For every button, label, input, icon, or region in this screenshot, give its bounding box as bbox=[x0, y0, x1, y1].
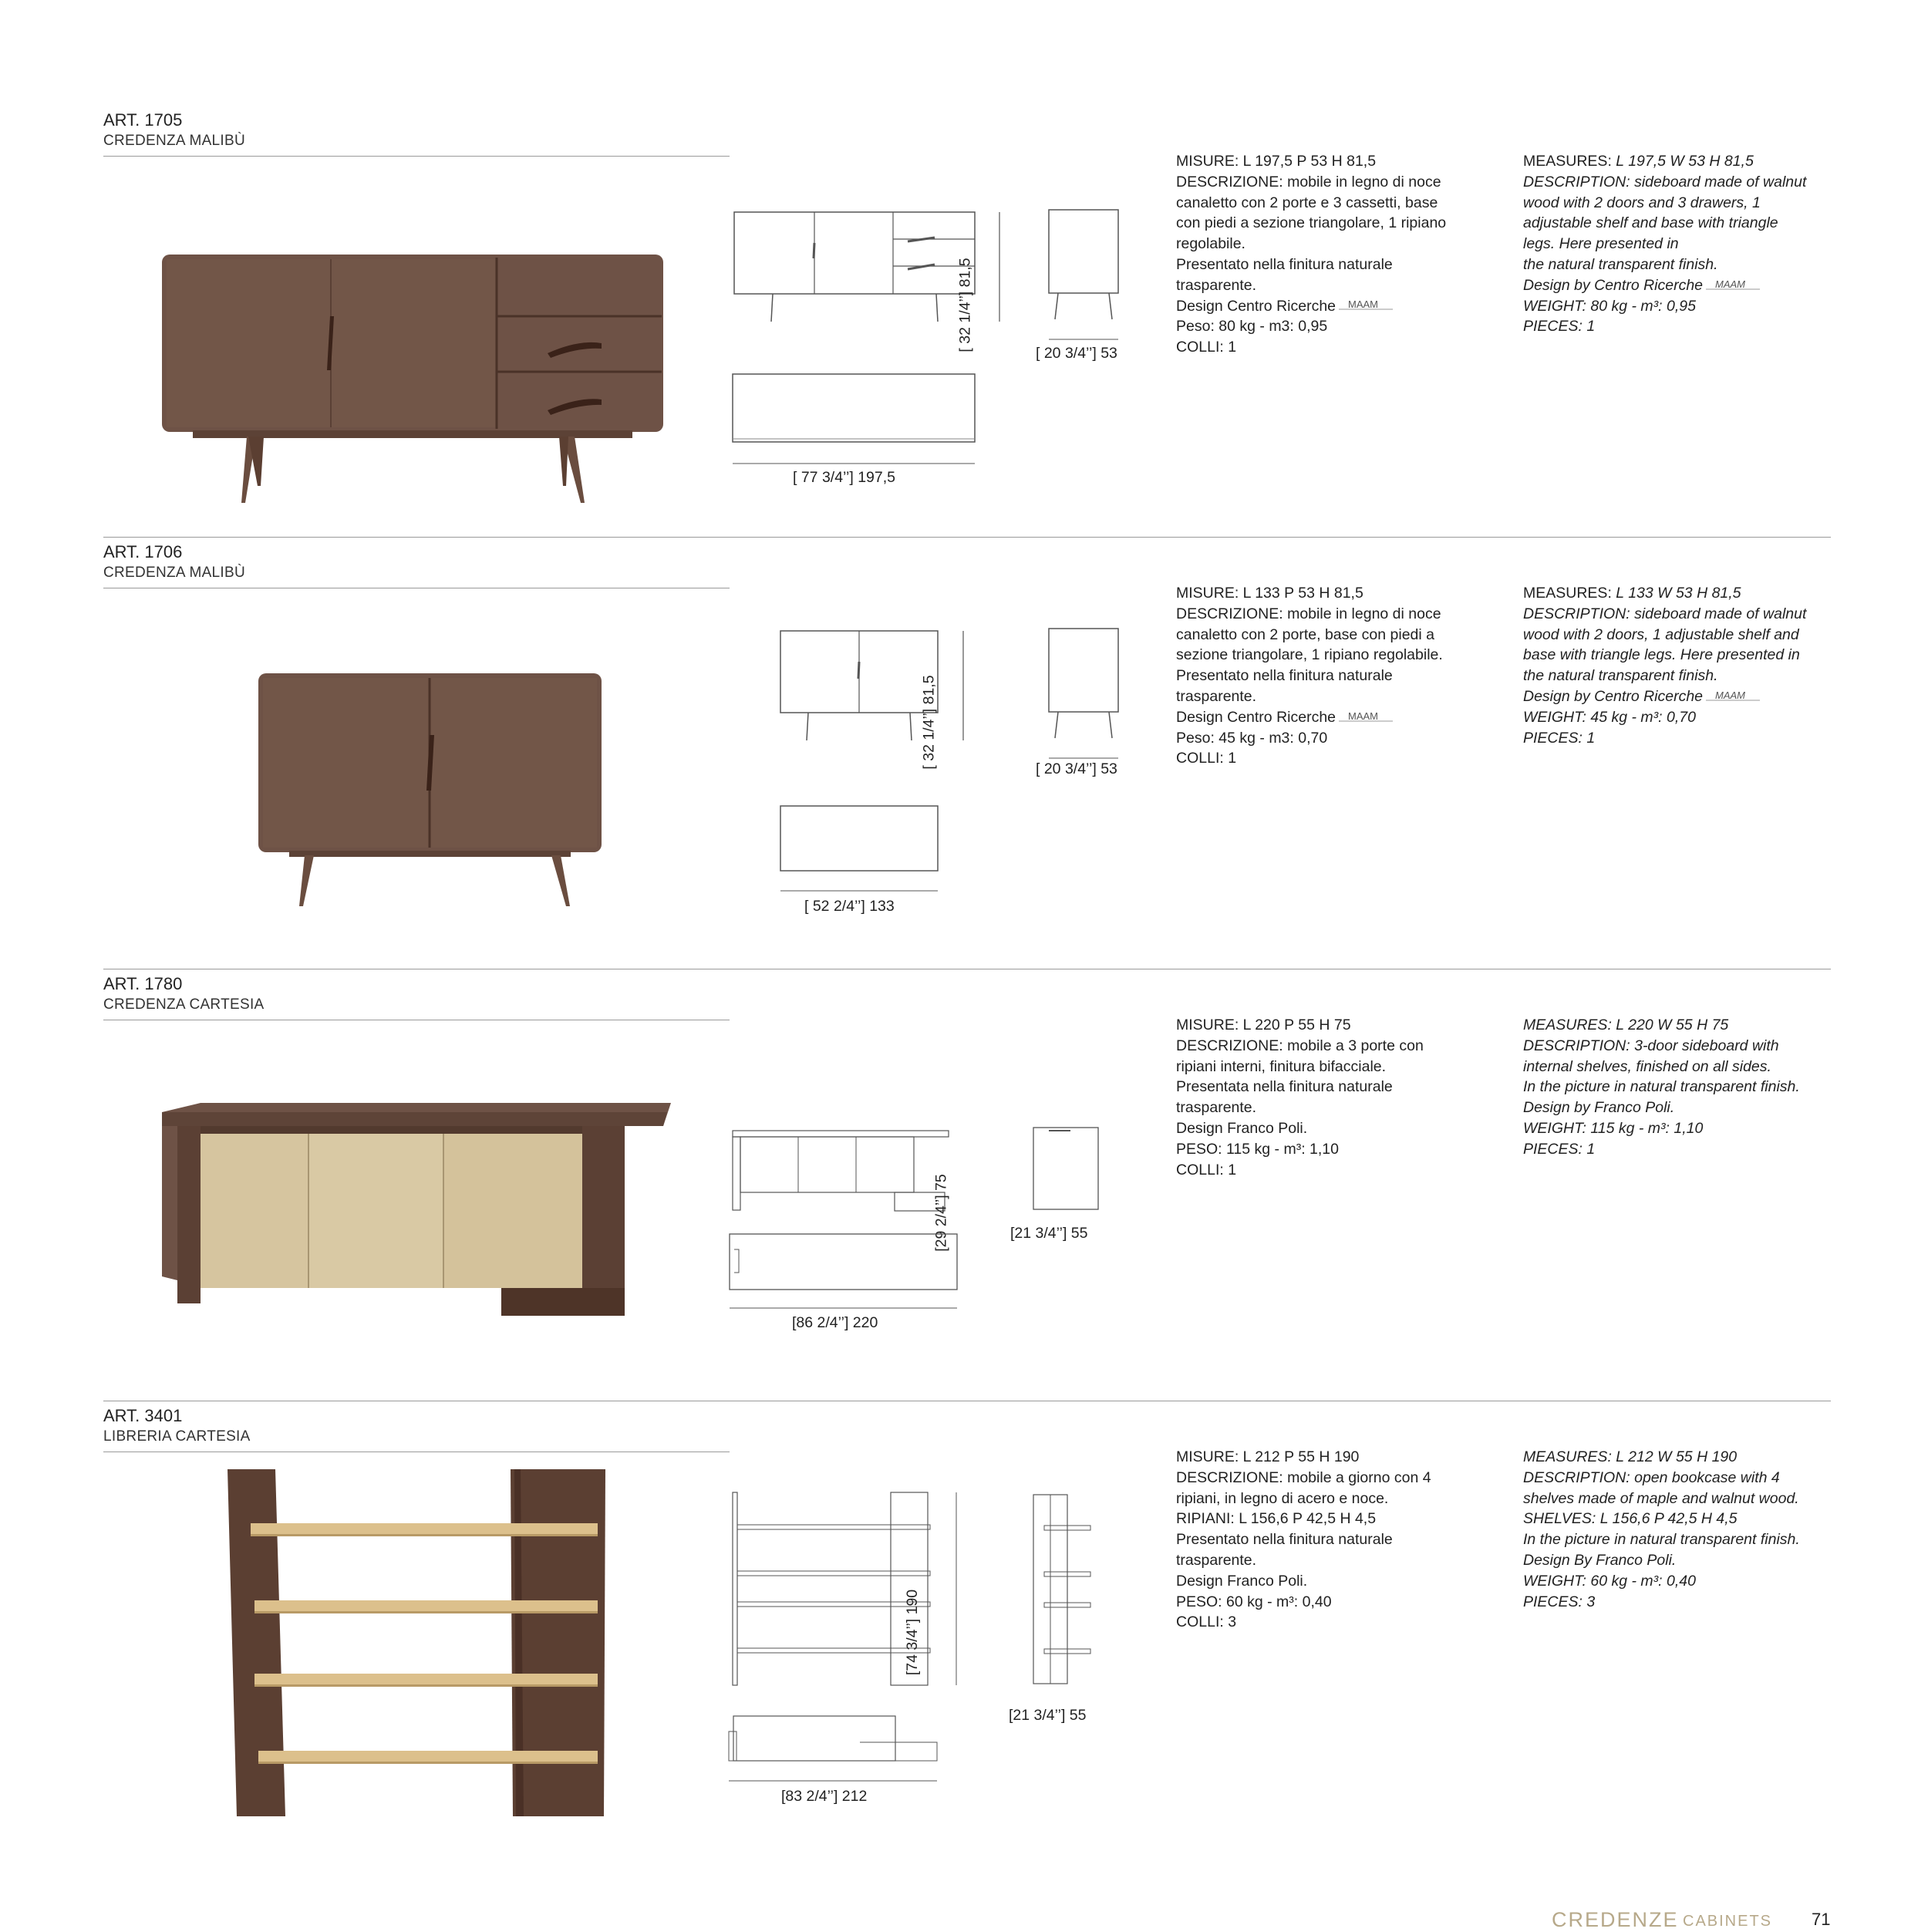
measures: MISURE: L 220 P 55 H 75 bbox=[1176, 1017, 1351, 1033]
design-credit: Design Centro Ricerche bbox=[1176, 297, 1336, 315]
front-view-drawing bbox=[733, 1126, 949, 1219]
desc-line: Presentata nella finitura naturale bbox=[1176, 1078, 1393, 1096]
maam-logo bbox=[1339, 297, 1393, 315]
maam-logo bbox=[1339, 709, 1393, 727]
description-it bbox=[1176, 1015, 1424, 1180]
design-credit: Design by Centro Ricerche bbox=[1523, 687, 1704, 705]
top-view-drawing bbox=[780, 806, 942, 899]
desc-line: adjustable shelf and base with triangle bbox=[1523, 214, 1778, 232]
art-number: ART. 3401 bbox=[103, 1406, 183, 1425]
weight: WEIGHT: 80 kg - m³: 0,95 bbox=[1523, 297, 1696, 315]
desc-line: internal shelves, finished on all sides. bbox=[1523, 1057, 1771, 1075]
desc-line: DESCRIZIONE: mobile a 3 porte con bbox=[1176, 1037, 1424, 1054]
measures-label: MEASURES: bbox=[1523, 153, 1612, 170]
measures: MISURE: L 197,5 P 53 H 81,5 bbox=[1176, 153, 1377, 170]
desc-line: PIECES: 1 bbox=[1523, 1140, 1596, 1158]
weight: Peso: 80 kg - m3: 0,95 bbox=[1176, 318, 1328, 335]
desc-line: the natural transparent finish. bbox=[1523, 667, 1718, 685]
pieces: COLLI: 1 bbox=[1176, 750, 1237, 767]
desc-line: DESCRIZIONE: mobile a giorno con 4 bbox=[1176, 1468, 1431, 1486]
description-en bbox=[1523, 1447, 1800, 1612]
desc-line: con piedi a sezione triangolare, 1 ripiano bbox=[1176, 214, 1447, 232]
weight: PESO: 115 kg - m³: 1,10 bbox=[1176, 1140, 1339, 1158]
design-credit: Design by Centro Ricerche bbox=[1523, 276, 1704, 294]
desc-line: SHELVES: L 156,6 P 42,5 H 4,5 bbox=[1523, 1510, 1738, 1528]
desc-line: In the picture in natural transparent finish. bbox=[1523, 1078, 1800, 1096]
depth-dimension: [ 20 3/4’’] 53 bbox=[1036, 760, 1117, 777]
top-view-drawing bbox=[733, 374, 979, 467]
desc-line: trasparente. bbox=[1176, 276, 1257, 294]
maam-logo bbox=[1706, 277, 1760, 295]
side-view-drawing bbox=[1049, 629, 1134, 760]
desc-line: canaletto con 2 porte, base con piedi a bbox=[1176, 625, 1434, 643]
height-dimension: [ 32 1/4’’] 81,5 bbox=[956, 257, 974, 352]
desc-line: DESCRIZIONE: mobile in legno di noce bbox=[1176, 605, 1441, 622]
pieces: PIECES: 1 bbox=[1523, 729, 1596, 747]
description-it bbox=[1176, 1447, 1431, 1633]
desc-line: the natural transparent finish. bbox=[1523, 255, 1718, 273]
product-photo-sideboard-1780 bbox=[162, 1103, 679, 1319]
design-line bbox=[1176, 296, 1446, 317]
height-dimension: [74 3/4’’] 190 bbox=[903, 1589, 921, 1675]
pieces: COLLI: 1 bbox=[1176, 1161, 1237, 1178]
desc-line: base with triangle legs. Here presented in bbox=[1523, 646, 1800, 664]
logo-text: MAAM bbox=[1348, 298, 1379, 311]
logo-text: MAAM bbox=[1348, 710, 1379, 722]
desc-line: ripiani, in legno di acero e noce. bbox=[1176, 1489, 1389, 1507]
section-rule bbox=[103, 156, 730, 157]
desc-line: PESO: 60 kg - m³: 0,40 bbox=[1176, 1593, 1332, 1610]
section-divider bbox=[103, 537, 1831, 538]
measures-value: L 197,5 W 53 H 81,5 bbox=[1616, 153, 1754, 170]
desc-line: wood with 2 doors and 3 drawers, 1 bbox=[1523, 194, 1761, 211]
width-dimension: [ 77 3/4’’] 197,5 bbox=[793, 469, 895, 486]
width-dimension: [86 2/4’’] 220 bbox=[792, 1314, 878, 1331]
desc-line: Design by Franco Poli. bbox=[1523, 1099, 1675, 1117]
measures-label: MEASURES: bbox=[1523, 585, 1612, 602]
weight: WEIGHT: 45 kg - m³: 0,70 bbox=[1523, 708, 1696, 726]
desc-line: regolabile. bbox=[1176, 235, 1245, 253]
design-line bbox=[1523, 275, 1806, 296]
desc-line: WEIGHT: 60 kg - m³: 0,40 bbox=[1523, 1572, 1696, 1590]
top-view-drawing bbox=[730, 1234, 961, 1311]
measures: MISURE: L 133 P 53 H 81,5 bbox=[1176, 585, 1363, 602]
height-dimension: [ 32 1/4’’] 81,5 bbox=[920, 674, 938, 770]
product-photo-sideboard-1705 bbox=[162, 255, 671, 509]
desc-line: canaletto con 2 porte e 3 cassetti, base bbox=[1176, 194, 1438, 211]
logo-text: MAAM bbox=[1715, 689, 1746, 701]
footer-category-it: CREDENZE bbox=[1552, 1908, 1679, 1931]
page-number: 71 bbox=[1812, 1910, 1831, 1929]
desc-line: legs. Here presented in bbox=[1523, 235, 1679, 253]
measures bbox=[1523, 583, 1806, 604]
desc-line: COLLI: 3 bbox=[1176, 1613, 1237, 1631]
pieces: COLLI: 1 bbox=[1176, 339, 1237, 356]
height-dimension: [29 2/4’’] 75 bbox=[932, 1173, 950, 1252]
desc-line: Presentato nella finitura naturale bbox=[1176, 667, 1393, 685]
desc-line: MEASURES: L 212 W 55 H 190 bbox=[1523, 1448, 1738, 1465]
art-number: ART. 1705 bbox=[103, 110, 183, 130]
desc-line: Design By Franco Poli. bbox=[1523, 1551, 1677, 1569]
description-en bbox=[1523, 1015, 1800, 1160]
desc-line: trasparente. bbox=[1176, 687, 1257, 705]
measures bbox=[1523, 151, 1806, 172]
desc-line: RIPIANI: L 156,6 P 42,5 H 4,5 bbox=[1176, 1510, 1377, 1528]
front-view-drawing bbox=[780, 631, 996, 754]
product-photo-bookcase-3401 bbox=[228, 1469, 613, 1820]
desc-line: PIECES: 3 bbox=[1523, 1593, 1596, 1610]
desc-line: trasparente. bbox=[1176, 1551, 1257, 1569]
desc-line: wood with 2 doors, 1 adjustable shelf and bbox=[1523, 625, 1799, 643]
top-view-drawing bbox=[729, 1716, 945, 1785]
depth-dimension: [ 20 3/4’’] 53 bbox=[1036, 345, 1117, 362]
front-view-drawing bbox=[733, 1492, 972, 1693]
desc-line: DESCRIPTION: 3-door sideboard with bbox=[1523, 1037, 1779, 1054]
product-name: CREDENZA MALIBÙ bbox=[103, 565, 245, 581]
depth-dimension: [21 3/4’’] 55 bbox=[1009, 1707, 1087, 1724]
side-view-drawing bbox=[1033, 1128, 1103, 1212]
maam-logo bbox=[1706, 688, 1760, 706]
width-dimension: [ 52 2/4’’] 133 bbox=[804, 898, 895, 915]
description-it bbox=[1176, 151, 1446, 358]
side-view-drawing bbox=[1033, 1495, 1095, 1688]
product-name: CREDENZA CARTESIA bbox=[103, 996, 265, 1013]
weight: Peso: 45 kg - m3: 0,70 bbox=[1176, 729, 1328, 747]
desc-line: DESCRIPTION: sideboard made of walnut bbox=[1523, 173, 1807, 191]
desc-line: trasparente. bbox=[1176, 1099, 1257, 1117]
desc-line: ripiani interni, finitura bifacciale. bbox=[1176, 1057, 1387, 1075]
desc-line: DESCRIPTION: open bookcase with 4 bbox=[1523, 1468, 1780, 1486]
desc-line: Design Franco Poli. bbox=[1176, 1119, 1308, 1137]
product-name: CREDENZA MALIBÙ bbox=[103, 133, 245, 149]
footer-category-en: CABINETS bbox=[1683, 1913, 1773, 1930]
desc-line: DESCRIPTION: sideboard made of walnut bbox=[1523, 605, 1807, 622]
logo-text: MAAM bbox=[1715, 278, 1746, 290]
description-en bbox=[1523, 151, 1806, 337]
side-view-drawing bbox=[1049, 210, 1134, 341]
description-it bbox=[1176, 583, 1443, 769]
width-dimension: [83 2/4’’] 212 bbox=[781, 1788, 868, 1805]
design-line bbox=[1176, 707, 1443, 728]
design-line bbox=[1523, 686, 1806, 707]
desc-line: WEIGHT: 115 kg - m³: 1,10 bbox=[1523, 1119, 1704, 1137]
desc-line: Design Franco Poli. bbox=[1176, 1572, 1308, 1590]
desc-line: MISURE: L 212 P 55 H 190 bbox=[1176, 1448, 1360, 1465]
desc-line: sezione triangolare, 1 ripiano regolabile. bbox=[1176, 646, 1443, 664]
desc-line: Presentato nella finitura naturale bbox=[1176, 1531, 1393, 1549]
description-en bbox=[1523, 583, 1806, 748]
desc-line: MEASURES: L 220 W 55 H 75 bbox=[1523, 1017, 1729, 1033]
desc-line: shelves made of maple and walnut wood. bbox=[1523, 1489, 1799, 1507]
desc-line: DESCRIZIONE: mobile in legno di noce bbox=[1176, 173, 1441, 191]
measures-value: L 133 W 53 H 81,5 bbox=[1616, 585, 1741, 602]
desc-line: In the picture in natural transparent finish. bbox=[1523, 1531, 1800, 1549]
design-credit: Design Centro Ricerche bbox=[1176, 708, 1336, 726]
pieces: PIECES: 1 bbox=[1523, 318, 1596, 335]
depth-dimension: [21 3/4’’] 55 bbox=[1010, 1225, 1088, 1242]
art-number: ART. 1706 bbox=[103, 542, 183, 561]
art-number: ART. 1780 bbox=[103, 974, 183, 993]
product-photo-sideboard-1706 bbox=[258, 673, 613, 912]
product-name: LIBRERIA CARTESIA bbox=[103, 1428, 251, 1445]
desc-line: Presentato nella finitura naturale bbox=[1176, 255, 1393, 273]
